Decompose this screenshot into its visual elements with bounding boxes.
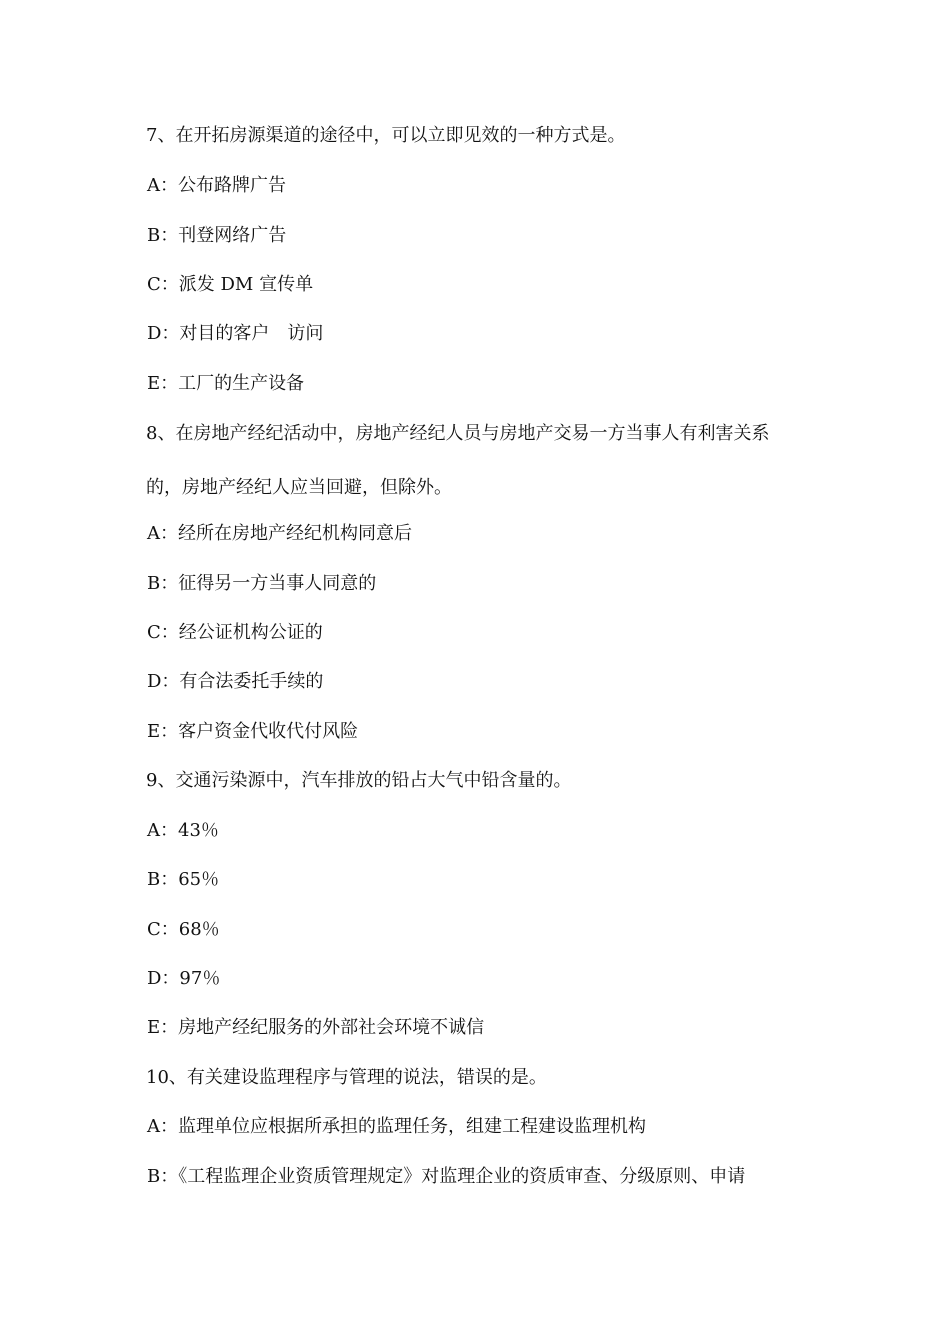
- question-10-option-b: B：《工程监理企业资质管理规定》对监理企业的资质审查、分级原则、申请: [147, 1166, 746, 1187]
- question-8-option-a: A：经所在房地产经纪机构同意后: [147, 523, 412, 544]
- question-7-option-e: E：工厂的生产设备: [147, 373, 305, 394]
- question-7-option-c: C：派发 DM 宣传单: [147, 274, 314, 295]
- question-7-option-d: D：对目的客户 访问: [147, 323, 324, 344]
- question-9-option-d: D：97％: [147, 968, 221, 989]
- question-9-option-e: E：房地产经纪服务的外部社会环境不诚信: [147, 1017, 485, 1038]
- question-8-option-c: C：经公证机构公证的: [147, 622, 323, 643]
- question-8-option-b: B：征得另一方当事人同意的: [147, 573, 377, 594]
- question-7-stem: 7、在开拓房源渠道的途径中，可以立即见效的一种方式是。: [146, 125, 626, 146]
- question-7-option-a: A：公布路牌广告: [147, 175, 286, 196]
- question-9-option-a: A：43％: [147, 820, 219, 841]
- question-8-option-d: D：有合法委托手续的: [147, 671, 324, 692]
- question-9-option-c: C：68％: [147, 919, 220, 940]
- question-8-option-e: E：客户资金代收代付风险: [147, 721, 359, 742]
- question-10-option-a: A：监理单位应根据所承担的监理任务，组建工程建设监理机构: [147, 1116, 646, 1137]
- question-8-stem-line-2: 的，房地产经纪人应当回避，但除外。: [146, 477, 452, 498]
- question-9-stem: 9、交通污染源中，汽车排放的铅占大气中铅含量的。: [146, 770, 572, 791]
- question-8-stem-line-1: 8、在房地产经纪活动中，房地产经纪人员与房地产交易一方当事人有利害关系: [146, 423, 770, 444]
- question-9-option-b: B：65％: [147, 869, 220, 890]
- question-10-stem: 10、有关建设监理程序与管理的说法，错误的是。: [146, 1067, 547, 1088]
- question-7-option-b: B：刊登网络广告: [147, 225, 287, 246]
